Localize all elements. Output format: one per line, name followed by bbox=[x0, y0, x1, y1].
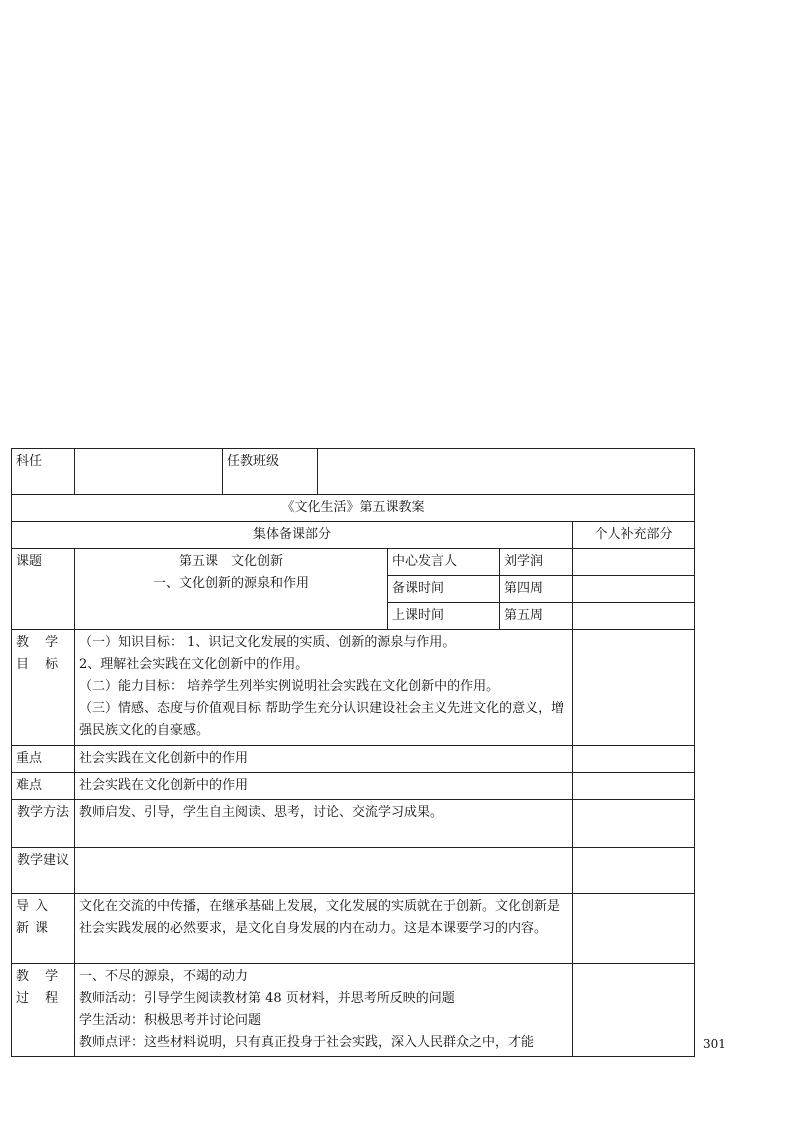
subject-value bbox=[75, 449, 223, 495]
suggestions-label: 教学建议 bbox=[12, 848, 75, 894]
collective-section-header: 集体备课部分 bbox=[12, 522, 573, 549]
lesson-plan-table bbox=[11, 448, 695, 1057]
subject-label: 科任 bbox=[12, 449, 75, 495]
suggestions-value bbox=[75, 848, 573, 894]
process-line: 一、不尽的源泉，不竭的动力 bbox=[79, 969, 249, 984]
goal-line: （二）能力目标： 培养学生列举实例说明社会实践在文化创新中的作用。 bbox=[79, 679, 500, 694]
difficulty-value: 社会实践在文化创新中的作用 bbox=[75, 773, 573, 800]
topic-line-1: 第五课 文化创新 bbox=[178, 554, 283, 569]
process-label: 教 学 过 程 bbox=[12, 964, 75, 1057]
process-line: 教师活动：引导学生阅读教材第 48 页材料，并思考所反映的问题 bbox=[79, 991, 455, 1006]
personal-cell-intro bbox=[573, 894, 695, 964]
topic-label: 课题 bbox=[12, 549, 75, 630]
class-value bbox=[318, 449, 695, 495]
goal-line: （三）情感、态度与价值观目标 帮助学生充分认识建设社会主义先进文化的意义，增强民族文化的自豪感。 bbox=[79, 701, 565, 738]
process-content bbox=[75, 964, 573, 1057]
class-time-value: 第五周 bbox=[500, 603, 573, 630]
goals-label: 教 学 目 标 bbox=[12, 630, 75, 746]
intro-label: 导入新课 bbox=[12, 894, 75, 964]
key-point-value: 社会实践在文化创新中的作用 bbox=[75, 746, 573, 773]
goals-content bbox=[75, 630, 573, 746]
personal-cell-methods bbox=[573, 800, 695, 848]
document-title: 《文化生活》第五课教案 bbox=[12, 495, 695, 522]
prep-time-label: 备课时间 bbox=[388, 576, 500, 603]
intro-value: 文化在交流的中传播，在继承基础上发展，文化发展的实质就在于创新。文化创新是社会实践发展的必然要求，是文化自身发展的内在动力。这是本课要学习的内容。 bbox=[75, 894, 573, 964]
personal-section-header: 个人补充部分 bbox=[573, 522, 695, 549]
difficulty-label: 难点 bbox=[12, 773, 75, 800]
methods-value: 教师启发、引导，学生自主阅读、思考，讨论、交流学习成果。 bbox=[75, 800, 573, 848]
personal-cell-speaker bbox=[573, 549, 695, 576]
methods-label: 教学方法 bbox=[12, 800, 75, 848]
personal-cell-suggestions bbox=[573, 848, 695, 894]
class-time-label: 上课时间 bbox=[388, 603, 500, 630]
personal-cell-key-point bbox=[573, 746, 695, 773]
class-label: 任教班级 bbox=[223, 449, 318, 495]
personal-cell-difficulty bbox=[573, 773, 695, 800]
personal-cell-class-time bbox=[573, 603, 695, 630]
personal-cell-goals bbox=[573, 630, 695, 746]
speaker-value: 刘学润 bbox=[500, 549, 573, 576]
personal-cell-process bbox=[573, 964, 695, 1057]
goal-line: 2、理解社会实践在文化创新中的作用。 bbox=[79, 657, 309, 672]
process-line: 教师点评：这些材料说明，只有真正投身于社会实践，深入人民群众之中，才能 bbox=[79, 1035, 535, 1050]
goal-line: （一）知识目标： 1、识记文化发展的实质、创新的源泉与作用。 bbox=[79, 635, 456, 650]
key-point-label: 重点 bbox=[12, 746, 75, 773]
process-line: 学生活动：积极思考并讨论问题 bbox=[79, 1013, 262, 1028]
topic-line-2: 一、文化创新的源泉和作用 bbox=[152, 576, 309, 591]
personal-cell-prep bbox=[573, 576, 695, 603]
page-number: 301 bbox=[703, 1037, 726, 1051]
prep-time-value: 第四周 bbox=[500, 576, 573, 603]
speaker-label: 中心发言人 bbox=[388, 549, 500, 576]
topic-title bbox=[75, 549, 388, 630]
